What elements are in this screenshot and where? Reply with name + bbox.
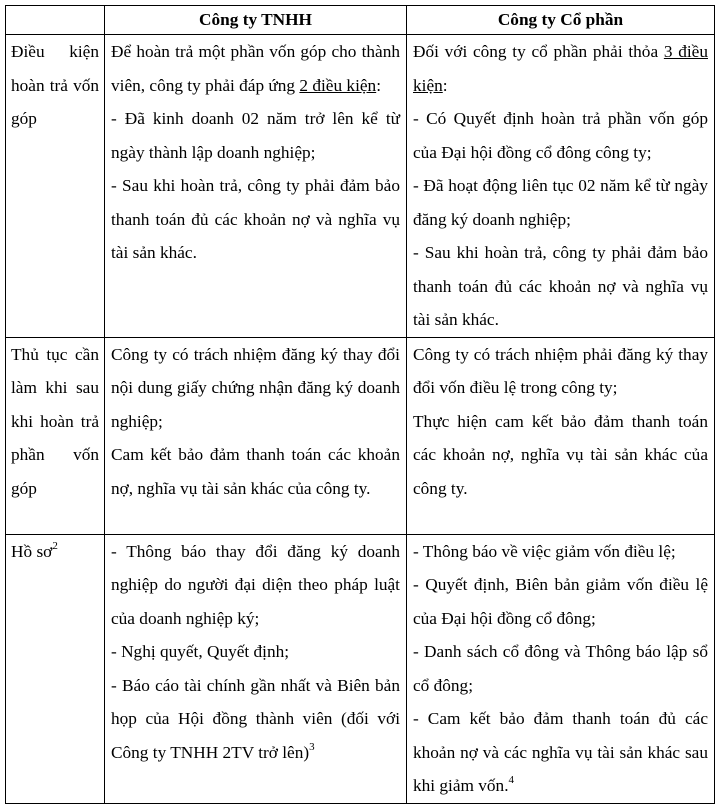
co-phan-intro-colon: : [442, 75, 448, 95]
list-item: - Quyết định, Biên bản giảm vốn điều lệ của Đại hội đồng cổ đông; [413, 575, 708, 628]
list-item: - Đã kinh doanh 02 năm trở lên kể từ ngày thành lập doanh nghiệp; [111, 109, 400, 162]
row-dossier [6, 534, 715, 803]
co-phan-cell [407, 337, 715, 534]
list-item [111, 669, 400, 770]
list-item: Công ty có trách nhiệm phải đăng ký thay đổi vốn điều lệ trong công ty; [413, 344, 708, 397]
tnhh-condition-count: 2 điều kiện [299, 75, 377, 95]
list-item: - Thông báo về việc giảm vốn điều lệ; [413, 541, 676, 561]
row-label [11, 535, 99, 569]
list-item: Cam kết bảo đảm thanh toán các khoản nợ, nghĩa vụ tài sản khác của công ty. [111, 445, 400, 498]
row-label: Điều kiện hoàn trả vốn góp [11, 42, 99, 128]
tnhh-intro-colon: : [376, 75, 381, 95]
co-phan-condition-count: 3 điều kiện [413, 42, 708, 95]
co-phan-intro-text: Đối với công ty cổ phần phải thỏa [413, 42, 664, 61]
co-phan-cell [407, 35, 715, 338]
footnote-ref[interactable]: 3 [309, 740, 315, 753]
list-item: - Sau khi hoàn trả, công ty phải đảm bảo thanh toán đủ các khoản nợ và nghĩa vụ tài sản khác. [111, 176, 400, 262]
list-item: - Đã hoạt động liên tục 02 năm kể từ ngày đăng ký doanh nghiệp; [413, 176, 708, 229]
footnote-ref[interactable]: 4 [508, 774, 515, 787]
list-item: - Có Quyết định hoàn trả phần vốn góp của Đại hội đồng cổ đông công ty; [413, 109, 708, 162]
tnhh-cell [105, 35, 407, 338]
co-phan-intro [413, 35, 708, 102]
row-procedures [6, 337, 715, 534]
co-phan-cell [407, 534, 715, 803]
tnhh-cell [105, 337, 407, 534]
row-refund-conditions [6, 35, 715, 338]
row-label-cell [6, 534, 105, 803]
list-item: - Danh sách cổ đông và Thông báo lập sổ cổ đông; [413, 642, 708, 695]
list-item: - Nghị quyết, Quyết định; [111, 642, 290, 661]
tnhh-intro [111, 35, 400, 102]
row-label-cell [6, 35, 105, 338]
row-label-text: Hồ sơ [11, 541, 53, 561]
header-blank-cell [6, 6, 105, 35]
footnote-ref[interactable]: 2 [52, 539, 58, 552]
row-label: Thủ tục cần làm khi sau khi hoàn trả phần vốn góp [11, 344, 99, 498]
list-item-text: - Cam kết bảo đảm thanh toán đủ các khoản nợ và các nghĩa vụ tài sản khác sau khi giảm vốn. [413, 709, 708, 795]
tnhh-intro-text: Để hoàn trả một phần vốn góp cho thành viên, công ty phải đáp ứng [111, 42, 400, 95]
header-co-phan: Công ty Cổ phần [407, 6, 715, 35]
list-item: Thực hiện cam kết bảo đảm thanh toán các khoản nợ, nghĩa vụ tài sản khác của công ty. [413, 411, 708, 498]
row-label-cell [6, 337, 105, 534]
header-row [6, 6, 715, 35]
list-item: - Sau khi hoàn trả, công ty phải đảm bảo thanh toán đủ các khoản nợ và nghĩa vụ tài sản khác. [413, 243, 708, 329]
list-item: Công ty có trách nhiệm đăng ký thay đổi nội dung giấy chứng nhận đăng ký doanh nghiệp; [111, 344, 400, 431]
list-item-text: - Báo cáo tài chính gần nhất và Biên bản họp của Hội đồng thành viên (đối với Công ty TNHH 2TV trở lên) [111, 675, 400, 762]
tnhh-cell [105, 534, 407, 803]
header-tnhh: Công ty TNHH [105, 6, 407, 35]
list-item [413, 702, 708, 803]
comparison-table [5, 5, 715, 804]
list-item: - Thông báo thay đổi đăng ký doanh nghiệp do người đại diện theo pháp luật của doanh nghiệp ký; [111, 541, 400, 628]
